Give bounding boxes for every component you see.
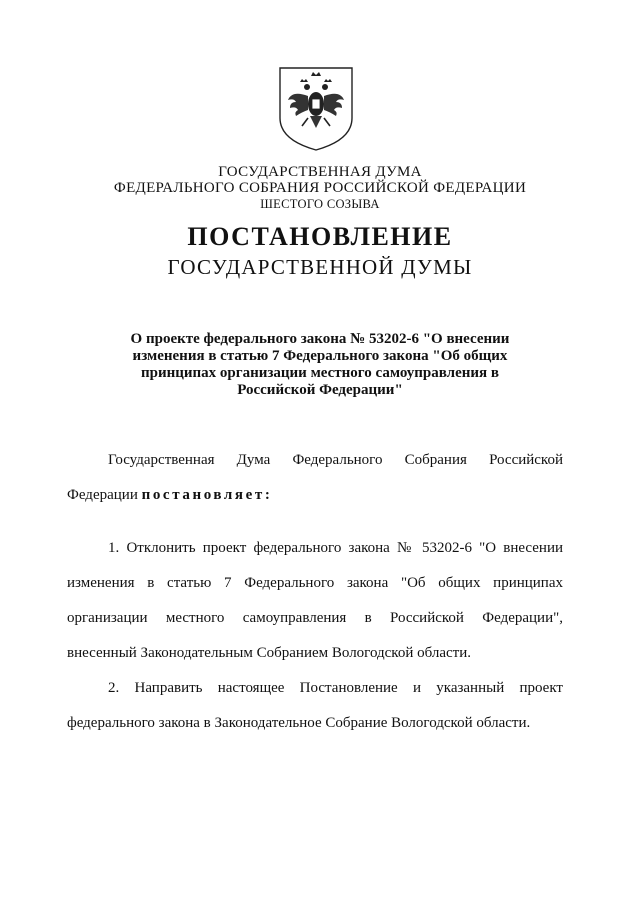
preamble-line — [67, 478, 563, 513]
document-issuer: ГОСУДАРСТВЕННОЙ ДУМЫ — [167, 255, 473, 279]
title-line: изменения в статью 7 Федерального закона "Об общих — [132, 348, 508, 364]
clause-line: изменения в статью 7 Федерального закона "Об общих принципах — [67, 575, 563, 591]
russian-coat-of-arms-icon — [278, 66, 354, 152]
title-line: О проекте федерального закона № 53202-6 "О внесении — [130, 331, 510, 347]
clause-line: федерального закона в Законодательное Собрание Вологодской области. — [67, 715, 531, 731]
resolves-word: постановляет: — [141, 487, 273, 503]
document-title — [110, 331, 530, 399]
clause-line: внесенный Законодательным Собранием Вологодской области. — [67, 645, 472, 661]
clause-line: организации местного самоуправления в Российской Федерации", — [67, 610, 563, 626]
preamble — [67, 443, 563, 513]
clause-1 — [67, 531, 563, 671]
title-line: Российской Федерации" — [237, 382, 403, 398]
title-line: принципах организации местного самоуправления в — [140, 365, 499, 381]
org-name-line2: ФЕДЕРАЛЬНОГО СОБРАНИЯ РОССИЙСКОЙ ФЕДЕРАЦИИ — [113, 180, 527, 196]
clause-line: 2. Направить настоящее Постановление и указанный проект — [108, 680, 563, 696]
org-name-line1: ГОСУДАРСТВЕННАЯ ДУМА — [218, 164, 422, 180]
preamble-line: Государственная Дума Федерального Собрания Российской — [108, 452, 563, 468]
clause-line: 1. Отклонить проект федерального закона № 53202-6 "О внесении — [108, 540, 563, 556]
document-type: ПОСТАНОВЛЕНИЕ — [187, 222, 453, 251]
clause-2 — [67, 671, 563, 741]
preamble-text: Федерации — [67, 487, 142, 503]
convocation: ШЕСТОГО СОЗЫВА — [260, 197, 380, 211]
